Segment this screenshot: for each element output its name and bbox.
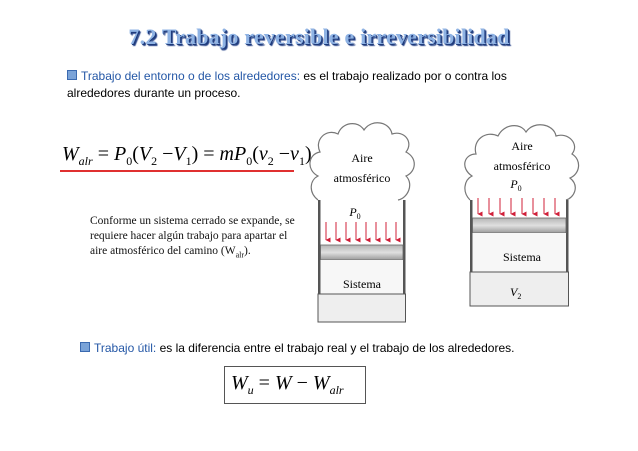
pressure-label: $P_0$ <box>349 205 361 221</box>
eq-symbol: W <box>274 372 292 394</box>
eq-symbol: P <box>113 143 127 165</box>
air-label-line1: Aire <box>511 139 533 153</box>
pressure-label: $P_0$ <box>510 177 522 193</box>
eq-subscript: 1 <box>298 154 305 168</box>
checkbox-bullet-icon <box>80 342 90 352</box>
eq-symbol: W <box>312 372 330 394</box>
eq-operator: − <box>278 143 291 165</box>
eq-symbol: V <box>173 143 186 165</box>
piston-cylinder-figure-left <box>300 112 420 324</box>
eq-subscript: 2 <box>151 154 158 168</box>
pressure-arrows <box>478 198 555 214</box>
eq-subscript: u <box>247 383 254 397</box>
cylinder-base <box>318 294 406 322</box>
figure-caption <box>90 214 300 262</box>
equation-useful-work <box>231 372 344 398</box>
eq-operator: − <box>296 372 308 394</box>
pressure-arrows <box>326 222 396 240</box>
air-label-line1: Aire <box>351 151 373 165</box>
eq-paren: ) <box>191 143 199 165</box>
bullet-text-line2: alrededores durante un proceso. <box>67 86 241 100</box>
piston <box>321 245 404 260</box>
eq-paren: ( <box>132 143 139 165</box>
bullet-surroundings-work <box>67 68 587 85</box>
eq-symbol: v <box>258 143 268 165</box>
eq-operator: = <box>203 143 215 165</box>
piston-cylinder-figure-right <box>460 118 585 310</box>
air-label-line2: atmosférico <box>333 171 391 185</box>
system-label: Sistema <box>343 277 381 291</box>
volume-label: $V_2$ <box>510 285 522 301</box>
eq-subscript: 0 <box>126 154 133 168</box>
checkbox-bullet-icon <box>67 70 77 80</box>
equation-work-surroundings <box>62 143 312 169</box>
eq-subscript: alr <box>329 383 344 397</box>
bullet-text: es el trabajo realizado por o contra los <box>300 69 507 83</box>
air-label-line2: atmosférico <box>493 159 551 173</box>
eq-operator: = <box>258 372 270 394</box>
slide-title: 7.2 Trabajo reversible e irreversibilidad <box>128 24 510 49</box>
eq-symbol: W <box>62 143 79 165</box>
eq-symbol: V <box>138 143 152 165</box>
eq-symbol: mP <box>219 143 247 165</box>
bullet-term: Trabajo útil: <box>94 341 157 355</box>
bullet-term: Trabajo del entorno o de los alrededores: <box>81 69 301 83</box>
eq-paren: ( <box>252 143 259 165</box>
eq-subscript: 1 <box>185 154 192 168</box>
caption-subscript: alr <box>235 250 245 260</box>
cylinder-wall-left <box>470 200 473 272</box>
eq-operator: = <box>97 143 109 165</box>
eq-symbol: v <box>290 143 299 165</box>
cylinder-wall-right <box>566 200 569 272</box>
eq-subscript: 0 <box>246 154 253 168</box>
bullet-text: es la diferencia entre el trabajo real y el trabajo de los alrededores. <box>156 341 515 355</box>
eq-operator: − <box>162 143 174 165</box>
eq-symbol: W <box>231 372 248 394</box>
caption-text: Conforme un sistema cerrado se expande, se requiere hacer algún trabajo para apartar el aire atmosférico del camino (W <box>90 215 295 257</box>
caption-tail: ). <box>244 245 251 257</box>
eq-paren: ) <box>304 143 312 165</box>
eq-subscript: alr <box>78 154 93 168</box>
equation-underline <box>60 170 294 172</box>
system-label: Sistema <box>503 250 541 264</box>
piston <box>473 218 567 233</box>
eq-subscript: 2 <box>267 154 274 168</box>
bullet-useful-work <box>80 340 600 357</box>
